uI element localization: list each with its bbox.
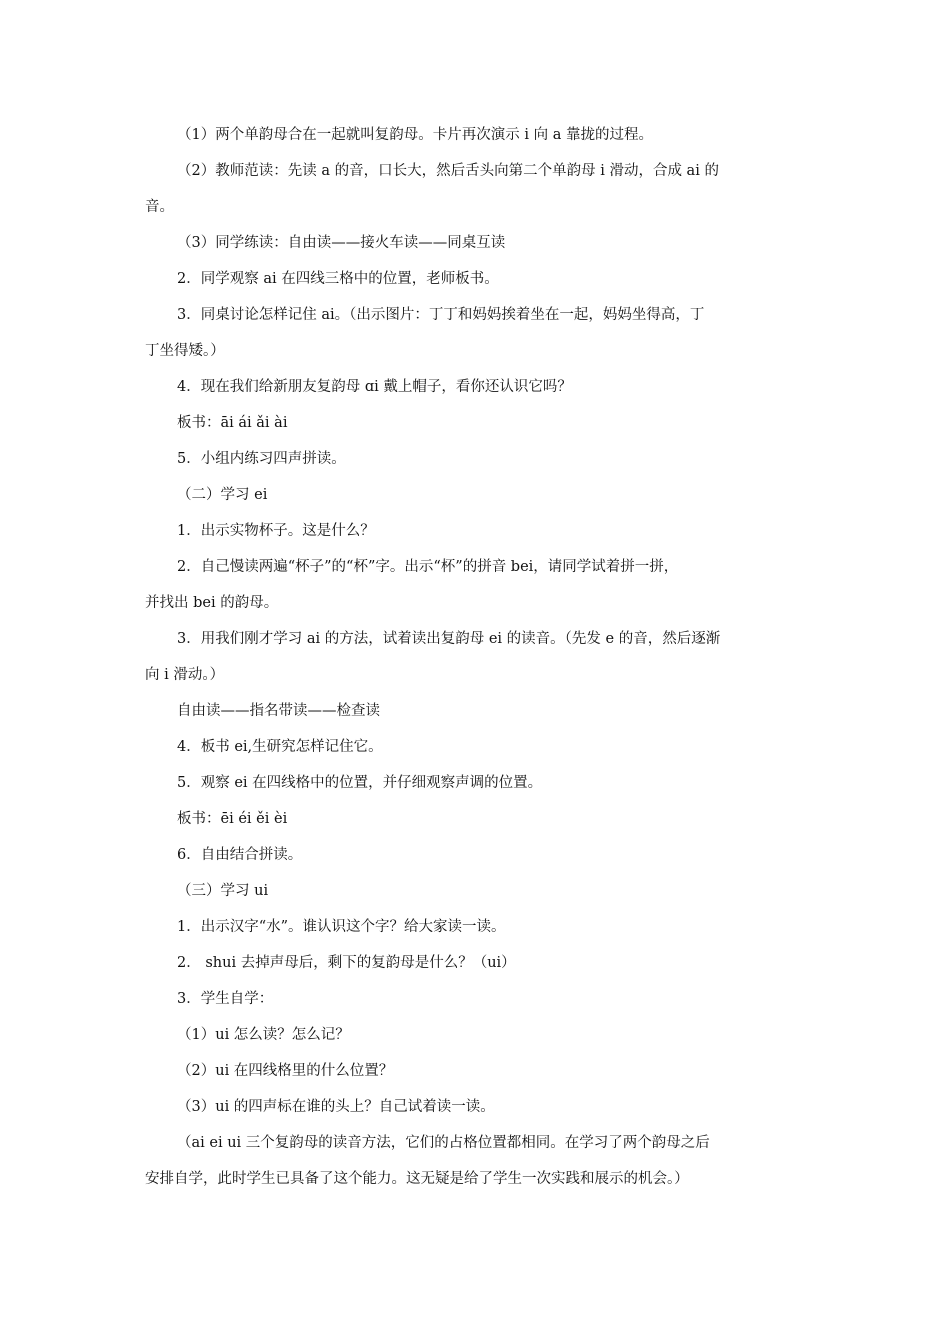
section-heading-ui: （三）学习 ui bbox=[177, 883, 269, 899]
paragraph-10: 1．出示实物杯子。这是什么？ bbox=[177, 523, 375, 539]
paragraph-15: 5．观察 ei 在四线格中的位置，并仔细观察声调的位置。 bbox=[177, 775, 543, 791]
section-heading-ei: （二）学习 ei bbox=[177, 487, 268, 503]
paragraph-14: 4．板书 ei,生研究怎样记住它。 bbox=[177, 739, 383, 755]
paragraph-6: 4．现在我们给新朋友复韵母 ɑi 戴上帽子，看你还认识它吗？ bbox=[177, 379, 572, 395]
paragraph-12-line-1: 3．用我们刚才学习 ai 的方法，试着读出复韵母 ei 的读音。（先发 e 的音，然后逐渐 bbox=[177, 631, 721, 647]
paragraph-11-line-2: 并找出 bei 的韵母。 bbox=[145, 595, 279, 611]
paragraph-5-line-1: 3．同桌讨论怎样记住 ai。（出示图片：丁丁和妈妈挨着坐在一起，妈妈坐得高，丁 bbox=[177, 307, 705, 323]
paragraph-2-line-2: 音。 bbox=[145, 199, 174, 215]
paragraph-21: 3．学生自学： bbox=[177, 991, 274, 1007]
paragraph-8: 5．小组内练习四声拼读。 bbox=[177, 451, 346, 467]
paragraph-23: （2）ui 在四线格里的什么位置？ bbox=[177, 1063, 394, 1079]
paragraph-11 bbox=[145, 556, 810, 614]
paragraph-12 bbox=[145, 628, 810, 686]
paragraph-20: 2． shui 去掉声母后，剩下的复韵母是什么？（ui） bbox=[177, 955, 516, 971]
paragraph-11-line-1: 2．自己慢读两遍“杯子”的“杯”字。出示“杯”的拼音 bei，请同学试着拼一拼， bbox=[177, 559, 679, 575]
paragraph-24: （3）ui 的四声标在谁的头上？自己试着读一读。 bbox=[177, 1099, 495, 1115]
paragraph-1: （1）两个单韵母合在一起就叫复韵母。卡片再次演示 i 向 a 靠拢的过程。 bbox=[177, 127, 653, 143]
paragraph-5 bbox=[145, 304, 810, 362]
paragraph-25-line-2: 安排自学，此时学生已具备了这个能力。这无疑是给了学生一次实践和展示的机会。） bbox=[145, 1171, 689, 1187]
paragraph-22: （1）ui 怎么读？怎么记？ bbox=[177, 1027, 350, 1043]
paragraph-17: 6．自由结合拼读。 bbox=[177, 847, 303, 863]
paragraph-19: 1．出示汉字“水”。谁认识这个字？给大家读一读。 bbox=[177, 919, 506, 935]
paragraph-13: 自由读——指名带读——检查读 bbox=[177, 703, 380, 719]
paragraph-4: 2．同学观察 ai 在四线三格中的位置，老师板书。 bbox=[177, 271, 499, 287]
paragraph-2 bbox=[145, 160, 810, 218]
document-body bbox=[145, 124, 810, 1204]
paragraph-5-line-2: 丁坐得矮。） bbox=[145, 343, 225, 359]
paragraph-2-line-1: （2）教师范读：先读 a 的音，口长大，然后舌头向第二个单韵母 i 滑动，合成 ai 的 bbox=[177, 163, 719, 179]
paragraph-12-line-2: 向 i 滑动。） bbox=[145, 667, 225, 683]
board-writing-ei: 板书：ēi éi ěi èi bbox=[177, 811, 288, 827]
paragraph-25 bbox=[145, 1132, 810, 1190]
paragraph-25-line-1: （ai ei ui 三个复韵母的读音方法，它们的占格位置都相同。在学习了两个韵母之后 bbox=[177, 1135, 710, 1151]
paragraph-3: （3）同学练读：自由读——接火车读——同桌互读 bbox=[177, 235, 506, 251]
board-writing-ai: 板书：āi ái ǎi ài bbox=[177, 415, 288, 431]
